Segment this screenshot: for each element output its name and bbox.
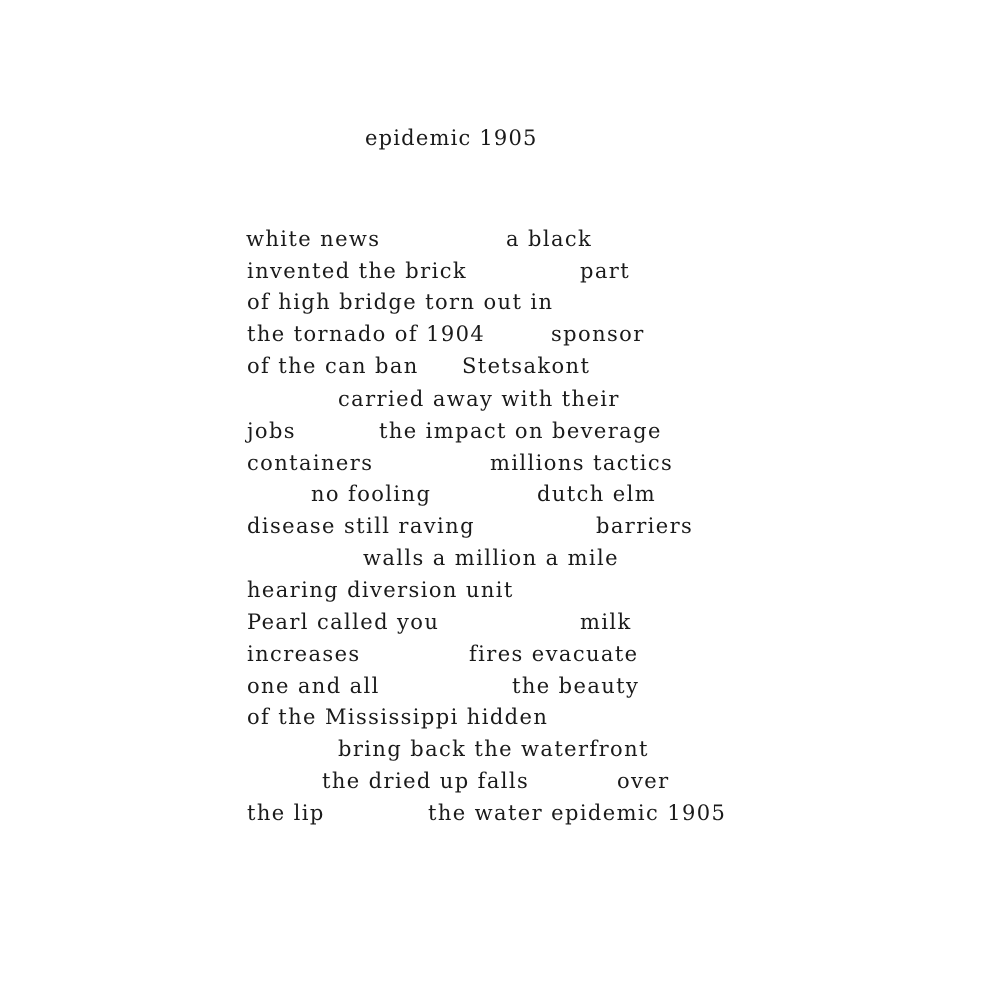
poem-fragment: walls a million a mile (363, 546, 619, 570)
poem-fragment: the lip (247, 801, 325, 825)
poem-fragment: part (580, 259, 631, 283)
poem-fragment: sponsor (551, 322, 645, 346)
poem-fragment: white news (246, 227, 381, 251)
poem-fragment: bring back the waterfront (338, 737, 649, 761)
poem-fragment: the tornado of 1904 (247, 322, 486, 346)
poem-title: epidemic 1905 (365, 126, 538, 150)
poem-fragment: over (617, 769, 670, 793)
poem-fragment: invented the brick (247, 259, 467, 283)
poem-fragment: containers (247, 451, 374, 475)
poem-fragment: one and all (247, 674, 380, 698)
poem-fragment: jobs (247, 419, 296, 443)
poem-fragment: carried away with their (338, 387, 620, 411)
poem-fragment: disease still raving (247, 514, 475, 538)
poem-fragment: Pearl called you (247, 610, 440, 634)
poem-fragment: the dried up falls (322, 769, 530, 793)
poem-fragment: dutch elm (537, 482, 657, 506)
poem-fragment: the water epidemic 1905 (428, 801, 727, 825)
poem-fragment: fires evacuate (469, 642, 639, 666)
poem-fragment: hearing diversion unit (247, 578, 514, 602)
poem-fragment: the beauty (512, 674, 640, 698)
poem-fragment: of the Mississippi hidden (247, 705, 549, 729)
poem-fragment: milk (580, 610, 632, 634)
poem-fragment: Stetsakont (462, 354, 591, 378)
poem-fragment: of the can ban (247, 354, 419, 378)
poem-fragment: millions tactics (490, 451, 674, 475)
poem-fragment: of high bridge torn out in (247, 290, 554, 314)
poem-fragment: no fooling (311, 482, 432, 506)
poem-fragment: increases (247, 642, 361, 666)
poem-fragment: the impact on beverage (379, 419, 662, 443)
poem-fragment: a black (506, 227, 593, 251)
poem-fragment: barriers (596, 514, 694, 538)
